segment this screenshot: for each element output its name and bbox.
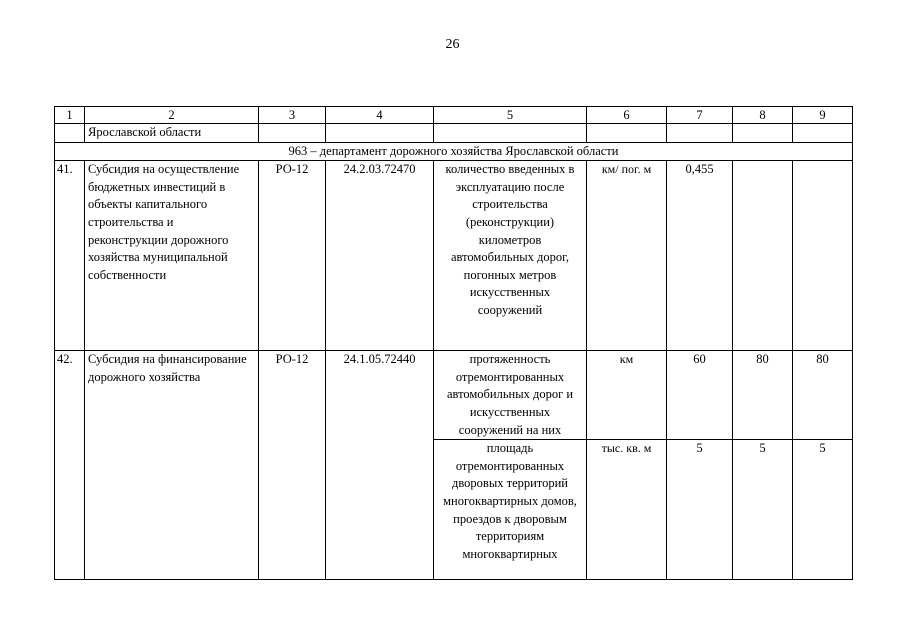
value-col8: 5 (733, 440, 793, 580)
header-cell: 1 (55, 107, 85, 124)
row-name: Субсидия на финансирование дорожного хозяйства (85, 351, 259, 580)
header-cell: 2 (85, 107, 259, 124)
row-number: 42. (55, 351, 85, 580)
empty-cell (587, 124, 667, 143)
row-code: РО-12 (259, 161, 326, 351)
continuation-text: Ярославской области (85, 124, 259, 143)
empty-cell (733, 124, 793, 143)
empty-cell (793, 124, 853, 143)
empty-cell (326, 124, 434, 143)
empty-cell (434, 124, 587, 143)
empty-cell (259, 124, 326, 143)
row-name: Субсидия на осуществление бюджетных инвестиций в объекты капитального строительства и реконструкции дорожного хозяйства муниципальной собственности (85, 161, 259, 351)
indicator-unit: км/ пог. м (587, 161, 667, 351)
empty-cell (55, 124, 85, 143)
header-cell: 5 (434, 107, 587, 124)
row-code: РО-12 (259, 351, 326, 580)
value-col8: 80 (733, 351, 793, 440)
header-row (55, 107, 853, 124)
value-col7: 5 (667, 440, 733, 580)
table-row (55, 161, 853, 351)
empty-cell (667, 124, 733, 143)
value-col9: 80 (793, 351, 853, 440)
header-cell: 3 (259, 107, 326, 124)
indicator-text: площадь отремонтированных дворовых территорий многоквартирных домов, проездов к дворовым территориям многоквартирных (434, 440, 587, 580)
department-title: 963 – департамент дорожного хозяйства Ярославской области (55, 142, 853, 161)
department-row (55, 142, 853, 161)
page-number: 26 (445, 37, 460, 52)
header-cell: 9 (793, 107, 853, 124)
table-row (55, 351, 853, 440)
header-cell: 4 (326, 107, 434, 124)
header-cell: 7 (667, 107, 733, 124)
indicator-unit: км (587, 351, 667, 440)
value-col7: 60 (667, 351, 733, 440)
row-kbk: 24.1.05.72440 (326, 351, 434, 580)
header-cell: 6 (587, 107, 667, 124)
header-cell: 8 (733, 107, 793, 124)
row-number: 41. (55, 161, 85, 351)
continuation-row (55, 124, 853, 143)
row-kbk: 24.2.03.72470 (326, 161, 434, 351)
value-col9 (793, 161, 853, 351)
value-col9: 5 (793, 440, 853, 580)
indicator-unit: тыс. кв. м (587, 440, 667, 580)
indicator-text: количество введенных в эксплуатацию после строительства (реконструкции) километров автомобильных дорог, погонных метров искусственных сооружений (434, 161, 587, 351)
indicator-text: протяженность отремонтированных автомобильных дорог и искусственных сооружений на них (434, 351, 587, 440)
value-col7: 0,455 (667, 161, 733, 351)
value-col8 (733, 161, 793, 351)
indicators-table (54, 106, 853, 580)
